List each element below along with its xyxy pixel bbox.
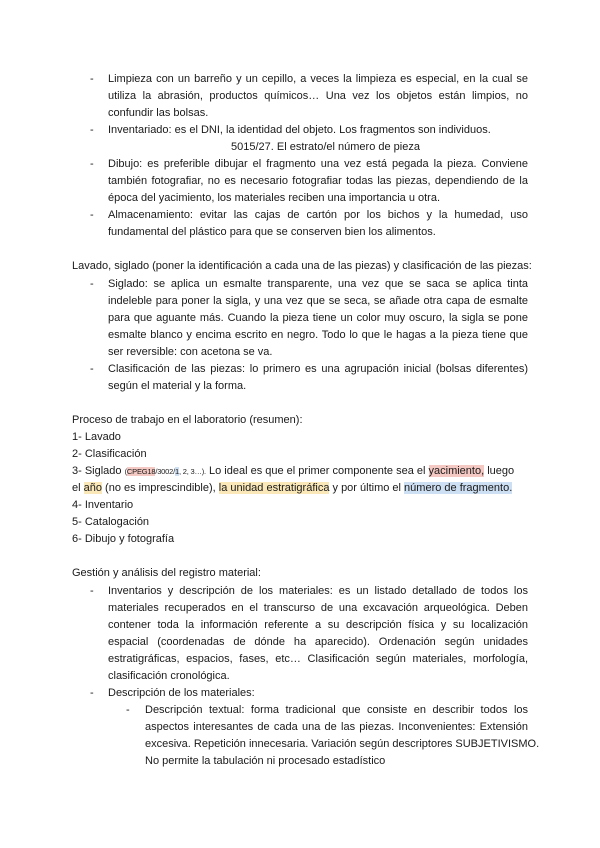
bullet-dash: - (90, 124, 94, 136)
code-tail: , 2, 3…). (178, 467, 206, 476)
list-item-line: ser reversible: con acetona se va. (108, 346, 273, 358)
code-site: CPEG18 (126, 467, 156, 476)
list-item-line: Siglado: se aplica un esmalte transparente, una vez que se saca se aplica tinta (108, 278, 528, 290)
text-segment: luego (484, 465, 515, 477)
list-item-line: Descripción de los materiales: (108, 687, 255, 699)
text-segment: el (72, 482, 84, 494)
list-item-line: indeleble para poner la sigla, y una vez que se seca, se añade otra capa de esmalte (108, 295, 528, 307)
list-item-line: espacial (coordenadas de dónde ha aparecido). Ordenación según unidades (108, 636, 528, 648)
bullet-dash: - (90, 158, 94, 170)
code-fragment: 1 (174, 467, 179, 476)
step-item: 4- Inventario (72, 499, 134, 511)
step-item: 5- Catalogación (72, 516, 150, 528)
list-item-line: confundir las bolsas. (108, 107, 209, 119)
list-item-line: Limpieza con un barreño y un cepillo, a veces la limpieza es especial, en la cual se (108, 73, 528, 85)
bullet-dash: - (90, 209, 94, 221)
step-item-siglado-cont (72, 480, 512, 497)
section-heading: Gestión y análisis del registro material: (72, 567, 261, 579)
step-item-siglado (72, 463, 514, 480)
section-heading: Lavado, siglado (poner la identificación a cada una de las piezas) y clasificación de las piezas: (72, 260, 532, 272)
text-segment: Lo ideal es que el primer componente sea el (205, 465, 429, 477)
step-item: 6- Dibujo y fotografía (72, 533, 175, 545)
sub-bullet-dash: - (126, 704, 130, 716)
list-item-line: clasificación cronológica. (108, 670, 230, 682)
highlight-yacimiento: yacimiento, (428, 465, 485, 477)
bullet-dash: - (90, 278, 94, 290)
list-item-line: Inventarios y descripción de los materiales: es un listado detallado de todos los (108, 585, 528, 597)
note-line: 5015/27. El estrato/el número de pieza (231, 141, 420, 153)
step-label: 3- Siglado (72, 465, 122, 477)
sub-item-line: No permite la tabulación ni procesado estadístico (145, 755, 386, 767)
list-item-line: para que aguante más. Cuando la pieza tiene un color muy oscuro, la sigla se pone (108, 312, 528, 324)
section-heading: Proceso de trabajo en el laboratorio (resumen): (72, 414, 303, 426)
bullet-dash: - (90, 687, 94, 699)
list-item-line: Clasificación de las piezas: lo primero es una agrupación inicial (bolsas diferentes) (108, 363, 528, 375)
highlight-numero: número de fragmento. (404, 482, 513, 494)
list-item-line: materiales recuperados en el transcurso de una excavación arqueológica. Deben (108, 602, 528, 614)
text-segment: (no es imprescindible), (101, 482, 219, 494)
text-segment: y por último el (329, 482, 405, 494)
list-item-line: Dibujo: es preferible dibujar el fragmento una vez está pegada la pieza. Conviene (108, 158, 528, 170)
list-item-line: estratigráficas, espacios, fases, etc… Clasificación según materiales, morfología, (108, 653, 528, 665)
sub-item-line: aspectos interesantes de cada una de las piezas. Inconvenientes: Extensión (145, 721, 528, 733)
list-item-line: también fotografiar, no es necesario fotografiar todas las piezas, dependiendo de la (108, 175, 528, 187)
list-item-line: utiliza la abrasión, productos químicos… Una vez los objetos están limpios, no (108, 90, 528, 102)
list-item-line: esmalte blanco y encima escrito en negro. Todo lo que le hagas a la pieza tiene que (108, 329, 528, 341)
list-item-line: Inventariado: es el DNI, la identidad del objeto. Los fragmentos son individuos. (108, 124, 491, 136)
bullet-dash: - (90, 585, 94, 597)
list-item-line: Almacenamiento: evitar las cajas de cartón por los bichos y la humedad, uso (108, 209, 528, 221)
list-item-line: fundamental del plástico para que se conserven bien los alimentos. (108, 226, 436, 238)
bullet-dash: - (90, 363, 94, 375)
highlight-ano: año (83, 482, 102, 494)
list-item-line: época del yacimiento, los materiales reciben una importancia u otra. (108, 192, 441, 204)
step-item: 1- Lavado (72, 431, 121, 443)
sub-item-line: Descripción textual: forma tradicional que consiste en describir todos los (145, 704, 528, 716)
list-item-line: contener toda la información referente a su descripción física y su localización (108, 619, 528, 631)
bullet-dash: - (90, 73, 94, 85)
list-item-line: según el material y la forma. (108, 380, 247, 392)
highlight-unidad: la unidad estratigráfica (218, 482, 330, 494)
sub-item-line: excesiva. Repetición innecesaria. Variación según descriptores SUBJETIVISMO. (145, 738, 540, 750)
code-rest: /3002/ (155, 467, 175, 476)
code-prefix: ( (124, 467, 127, 476)
step-item: 2- Clasificación (72, 448, 147, 460)
